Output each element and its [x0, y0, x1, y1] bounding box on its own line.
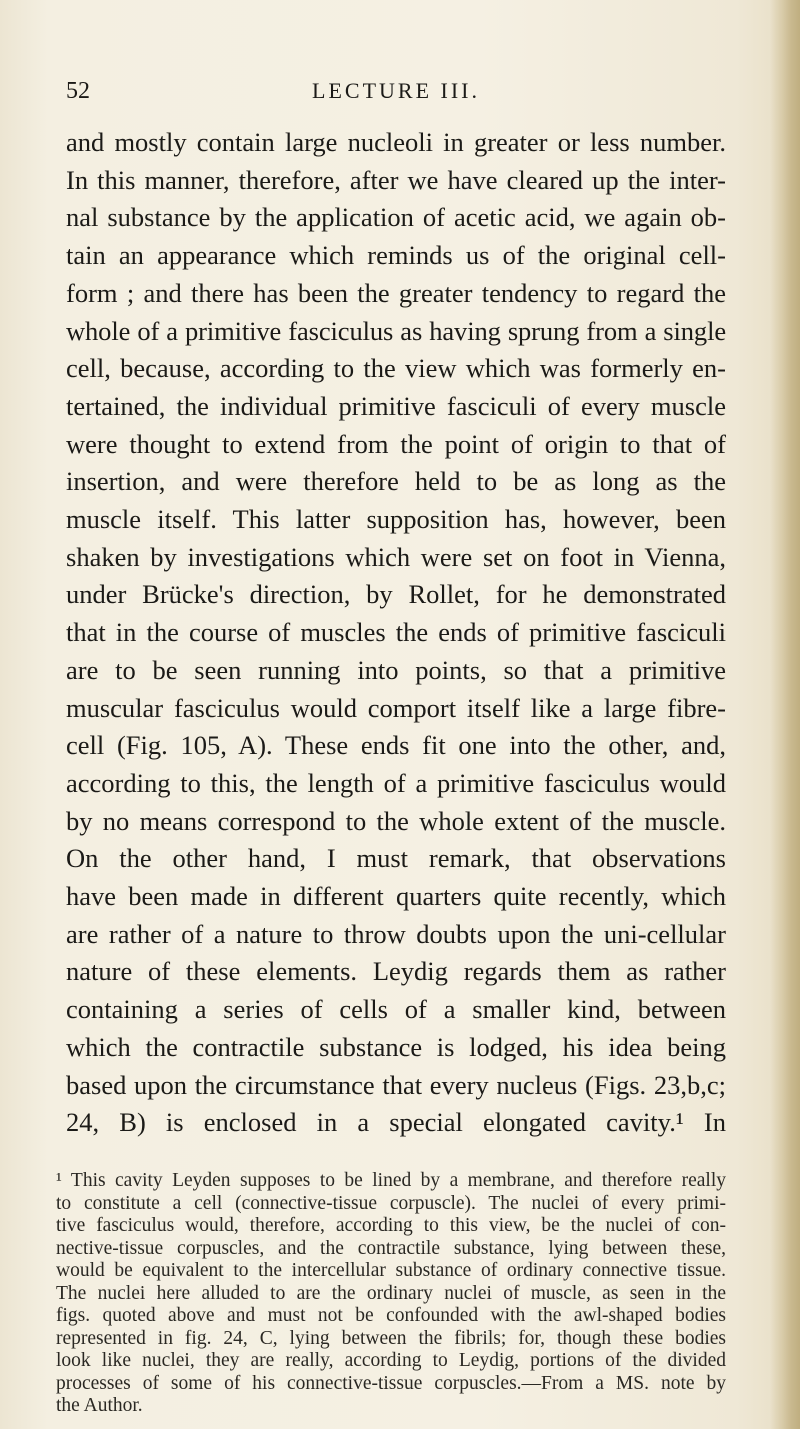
footnote-line: represented in fig. 24, C, lying between the fibrils; for, though these bodies: [56, 1327, 726, 1349]
body-line: On the other hand, I must remark, that observations: [66, 843, 726, 874]
page-number: 52: [66, 78, 90, 104]
footnote-line: would be equivalent to the intercellular substance of ordinary connective tissue.: [56, 1260, 726, 1281]
footnote-line: ¹ This cavity Leyden supposes to be lined by a membrane, and therefore really: [56, 1170, 726, 1191]
body-line: containing a series of cells of a smaller kind, between: [66, 994, 726, 1025]
body-line: muscle itself. This latter supposition has, however, been: [66, 504, 726, 535]
body-line: whole of a primitive fasciculus as having sprung from a single: [66, 315, 726, 346]
body-line: are to be seen running into points, so that a primitive: [66, 654, 726, 685]
footnote-line: look like nuclei, they are really, according to Leydig, portions of the divided: [56, 1350, 726, 1371]
body-line: have been made in different quarters quite recently, which: [66, 881, 726, 912]
footnote-line: The nuclei here alluded to are the ordinary nuclei of muscle, as seen in the: [56, 1282, 726, 1304]
body-line: cell, because, according to the view which was formerly en-: [66, 353, 726, 384]
body-line: that in the course of muscles the ends of primitive fasciculi: [66, 617, 726, 648]
body-line: muscular fasciculus would comport itself like a large fibre-: [66, 692, 726, 723]
footnote-line: processes of some of his connective-tissue corpuscles.—From a MS. note by: [56, 1372, 726, 1394]
body-line: by no means correspond to the whole extent of the muscle.: [66, 805, 726, 836]
body-line: 24, B) is enclosed in a special elongated cavity.¹ In: [66, 1107, 726, 1138]
body-line: nature of these elements. Leydig regards them as rather: [66, 956, 726, 987]
body-line: insertion, and were therefore held to be as long as the: [66, 466, 726, 497]
body-line: nal substance by the application of acetic acid, we again ob-: [66, 202, 726, 233]
body-line: form ; and there has been the greater tendency to regard the: [66, 277, 726, 308]
body-line: based upon the circumstance that every nucleus (Figs. 23,b,c;: [66, 1069, 726, 1100]
footnote-line: to constitute a cell (connective-tissue corpuscle). The nuclei of every primi-: [56, 1192, 726, 1214]
chapter-title: LECTURE III.: [312, 78, 480, 103]
footnote: [56, 1170, 726, 1418]
footnote-line: nective-tissue corpuscles, and the contractile substance, lying between these,: [56, 1237, 726, 1259]
running-head: [66, 78, 726, 108]
body-line: tertained, the individual primitive fasciculi of every muscle: [66, 390, 726, 421]
body-line: according to this, the length of a primitive fasciculus would: [66, 767, 726, 798]
body-line: In this manner, therefore, after we have cleared up the inter-: [66, 164, 726, 195]
body-line: are rather of a nature to throw doubts upon the uni-cellular: [66, 918, 726, 949]
body-line: tain an appearance which reminds us of the original cell-: [66, 240, 726, 271]
body-line: and mostly contain large nucleoli in greater or less number.: [66, 127, 726, 157]
body-line: were thought to extend from the point of origin to that of: [66, 428, 726, 459]
footnote-line: tive fasciculus would, therefore, according to this view, be the nuclei of con-: [56, 1215, 726, 1236]
footnote-line: the Author.: [56, 1395, 143, 1416]
body-line: cell (Fig. 105, A). These ends fit one into the other, and,: [66, 730, 726, 761]
page-edge-shadow: [770, 0, 800, 1429]
body-line: which the contractile substance is lodged, his idea being: [66, 1031, 726, 1062]
body-line: under Brücke's direction, by Rollet, for he demonstrated: [66, 579, 726, 610]
footnote-line: figs. quoted above and must not be confounded with the awl-shaped bodies: [56, 1305, 726, 1326]
body-text: [66, 124, 726, 1142]
body-line: shaken by investigations which were set on foot in Vienna,: [66, 541, 726, 572]
